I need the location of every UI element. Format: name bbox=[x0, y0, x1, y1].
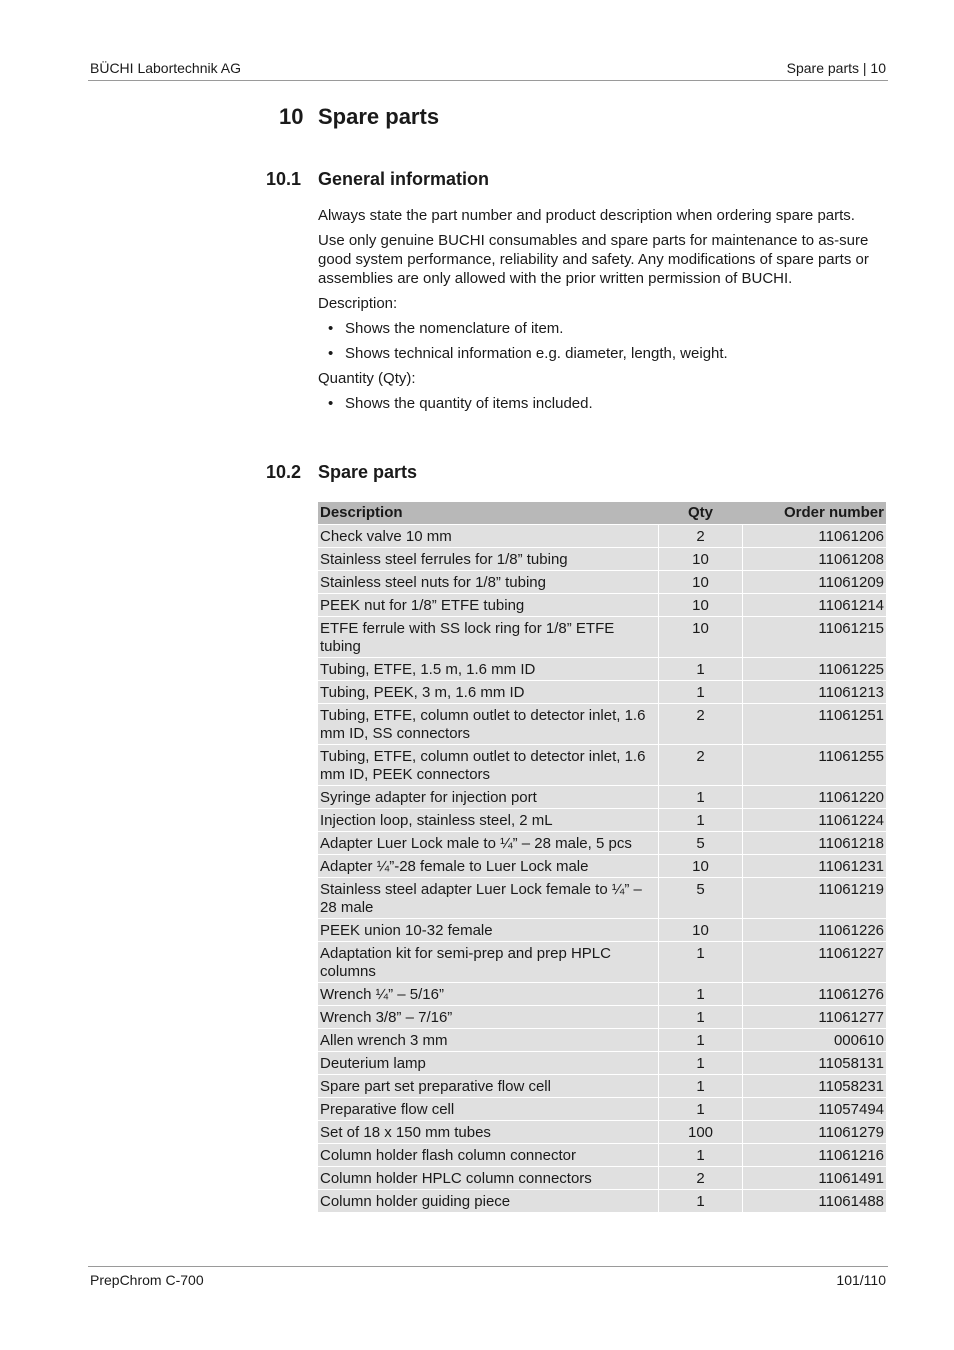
paragraph-ordering: Always state the part number and product description when ordering spare parts. bbox=[318, 207, 855, 224]
table-row bbox=[318, 1006, 886, 1029]
cell-order-number: 11061226 bbox=[743, 919, 886, 942]
cell-order-number: 11061255 bbox=[743, 745, 886, 786]
cell-qty: 10 bbox=[658, 919, 743, 942]
table-row bbox=[318, 942, 886, 983]
table-row bbox=[318, 855, 886, 878]
table-row bbox=[318, 1052, 886, 1075]
cell-qty: 1 bbox=[658, 809, 743, 832]
table-row bbox=[318, 617, 886, 658]
list-item: • Shows the nomenclature of item. bbox=[318, 319, 888, 338]
table-row bbox=[318, 525, 886, 548]
cell-order-number: 11061231 bbox=[743, 855, 886, 878]
cell-order-number: 11061206 bbox=[743, 525, 886, 548]
table-row bbox=[318, 1167, 886, 1190]
cell-description: Adaptation kit for semi-prep and prep HPLC columns bbox=[318, 942, 658, 983]
footer-page-number: 101/110 bbox=[836, 1272, 886, 1288]
table-row bbox=[318, 1144, 886, 1167]
cell-order-number: 11061277 bbox=[743, 1006, 886, 1029]
table-row bbox=[318, 681, 886, 704]
cell-description: Preparative flow cell bbox=[318, 1098, 658, 1121]
cell-qty: 10 bbox=[658, 855, 743, 878]
quantity-list bbox=[318, 394, 888, 413]
cell-description: Stainless steel ferrules for 1/8” tubing bbox=[318, 548, 658, 571]
cell-qty: 2 bbox=[658, 525, 743, 548]
cell-description: PEEK union 10-32 female bbox=[318, 919, 658, 942]
column-header-order-number: Order number bbox=[743, 502, 886, 525]
cell-qty: 1 bbox=[658, 681, 743, 704]
description-list bbox=[318, 319, 888, 363]
cell-qty: 2 bbox=[658, 704, 743, 745]
cell-order-number: 11061488 bbox=[743, 1190, 886, 1213]
cell-qty: 1 bbox=[658, 1029, 743, 1052]
cell-order-number: 11061491 bbox=[743, 1167, 886, 1190]
cell-order-number: 11058231 bbox=[743, 1075, 886, 1098]
cell-order-number: 11061225 bbox=[743, 658, 886, 681]
table-row bbox=[318, 1121, 886, 1144]
cell-description: Allen wrench 3 mm bbox=[318, 1029, 658, 1052]
spare-parts-table bbox=[318, 502, 886, 1213]
column-header-qty: Qty bbox=[658, 502, 743, 525]
cell-order-number: 11061219 bbox=[743, 878, 886, 919]
cell-description: Set of 18 x 150 mm tubes bbox=[318, 1121, 658, 1144]
cell-qty: 10 bbox=[658, 617, 743, 658]
cell-description: PEEK nut for 1/8” ETFE tubing bbox=[318, 594, 658, 617]
cell-order-number: 11061218 bbox=[743, 832, 886, 855]
cell-description: Tubing, ETFE, 1.5 m, 1.6 mm ID bbox=[318, 658, 658, 681]
page-header bbox=[88, 58, 888, 81]
footer-product: PrepChrom C-700 bbox=[90, 1272, 204, 1288]
cell-qty: 1 bbox=[658, 1098, 743, 1121]
table-row bbox=[318, 919, 886, 942]
cell-qty: 10 bbox=[658, 571, 743, 594]
table-row bbox=[318, 878, 886, 919]
cell-qty: 1 bbox=[658, 942, 743, 983]
cell-description: Column holder HPLC column connectors bbox=[318, 1167, 658, 1190]
section-title: Spare parts bbox=[318, 462, 418, 482]
cell-qty: 1 bbox=[658, 1190, 743, 1213]
paragraph-genuine-parts: Use only genuine BUCHI consumables and spare parts for maintenance to as-sure good system performance, reliability and safety. Any modifications of spare parts or assemblies are only allowed with the prior written permission of BUCHI. bbox=[318, 232, 869, 287]
cell-description: Tubing, ETFE, column outlet to detector inlet, 1.6 mm ID, SS connectors bbox=[318, 704, 658, 745]
section-title: General information bbox=[318, 169, 490, 189]
table-row bbox=[318, 658, 886, 681]
cell-qty: 5 bbox=[658, 878, 743, 919]
cell-order-number: 11057494 bbox=[743, 1098, 886, 1121]
cell-qty: 10 bbox=[658, 594, 743, 617]
cell-description: Adapter Luer Lock male to ¼” – 28 male, 5 pcs bbox=[318, 832, 658, 855]
cell-qty: 100 bbox=[658, 1121, 743, 1144]
cell-description: Syringe adapter for injection port bbox=[318, 786, 658, 809]
cell-description: Injection loop, stainless steel, 2 mL bbox=[318, 809, 658, 832]
cell-description: ETFE ferrule with SS lock ring for 1/8” ETFE tubing bbox=[318, 617, 658, 658]
table-row bbox=[318, 1098, 886, 1121]
cell-description: Check valve 10 mm bbox=[318, 525, 658, 548]
cell-qty: 5 bbox=[658, 832, 743, 855]
cell-description: Adapter ¼”-28 female to Luer Lock male bbox=[318, 855, 658, 878]
quantity-label: Quantity (Qty): bbox=[318, 370, 416, 387]
table-header-row bbox=[318, 502, 886, 525]
table-row bbox=[318, 594, 886, 617]
cell-description: Spare part set preparative flow cell bbox=[318, 1075, 658, 1098]
cell-description: Column holder guiding piece bbox=[318, 1190, 658, 1213]
cell-order-number: 11061209 bbox=[743, 571, 886, 594]
cell-order-number: 11061208 bbox=[743, 548, 886, 571]
cell-order-number: 11058131 bbox=[743, 1052, 886, 1075]
cell-description: Column holder flash column connector bbox=[318, 1144, 658, 1167]
description-label: Description: bbox=[318, 295, 398, 312]
cell-description: Tubing, ETFE, column outlet to detector inlet, 1.6 mm ID, PEEK connectors bbox=[318, 745, 658, 786]
header-section: Spare parts | 10 bbox=[786, 60, 886, 76]
cell-description: Wrench ¼” – 5/16” bbox=[318, 983, 658, 1006]
table-row bbox=[318, 704, 886, 745]
cell-order-number: 11061220 bbox=[743, 786, 886, 809]
cell-qty: 1 bbox=[658, 786, 743, 809]
table-row bbox=[318, 1029, 886, 1052]
column-header-description: Description bbox=[318, 502, 658, 525]
cell-qty: 1 bbox=[658, 1006, 743, 1029]
table-row bbox=[318, 786, 886, 809]
cell-order-number: 11061216 bbox=[743, 1144, 886, 1167]
list-item: • Shows technical information e.g. diameter, length, weight. bbox=[318, 344, 888, 363]
cell-order-number: 11061276 bbox=[743, 983, 886, 1006]
cell-qty: 1 bbox=[658, 1075, 743, 1098]
cell-description: Deuterium lamp bbox=[318, 1052, 658, 1075]
cell-description: Wrench 3/8” – 7/16” bbox=[318, 1006, 658, 1029]
table-row bbox=[318, 832, 886, 855]
table-row bbox=[318, 571, 886, 594]
general-information-body bbox=[318, 206, 888, 419]
table-row bbox=[318, 1075, 886, 1098]
cell-description: Stainless steel nuts for 1/8” tubing bbox=[318, 571, 658, 594]
section-number: 10.1 bbox=[266, 169, 302, 189]
cell-qty: 1 bbox=[658, 658, 743, 681]
cell-qty: 10 bbox=[658, 548, 743, 571]
cell-qty: 1 bbox=[658, 1052, 743, 1075]
header-company: BÜCHI Labortechnik AG bbox=[90, 60, 241, 76]
chapter-number: 10 bbox=[279, 104, 304, 129]
table-row bbox=[318, 809, 886, 832]
cell-qty: 1 bbox=[658, 983, 743, 1006]
cell-order-number: 11061213 bbox=[743, 681, 886, 704]
page-footer bbox=[88, 1266, 888, 1288]
cell-order-number: 000610 bbox=[743, 1029, 886, 1052]
cell-order-number: 11061227 bbox=[743, 942, 886, 983]
table-row bbox=[318, 1190, 886, 1213]
cell-order-number: 11061224 bbox=[743, 809, 886, 832]
table-row bbox=[318, 548, 886, 571]
table-row bbox=[318, 983, 886, 1006]
cell-qty: 2 bbox=[658, 745, 743, 786]
cell-order-number: 11061251 bbox=[743, 704, 886, 745]
cell-qty: 1 bbox=[658, 1144, 743, 1167]
cell-order-number: 11061279 bbox=[743, 1121, 886, 1144]
table-body bbox=[318, 525, 886, 1213]
list-item: • Shows the quantity of items included. bbox=[318, 394, 888, 413]
cell-qty: 2 bbox=[658, 1167, 743, 1190]
chapter-title: Spare parts bbox=[318, 104, 440, 129]
cell-description: Stainless steel adapter Luer Lock female to ¼” – 28 male bbox=[318, 878, 658, 919]
cell-order-number: 11061214 bbox=[743, 594, 886, 617]
cell-description: Tubing, PEEK, 3 m, 1.6 mm ID bbox=[318, 681, 658, 704]
cell-order-number: 11061215 bbox=[743, 617, 886, 658]
table-row bbox=[318, 745, 886, 786]
section-number: 10.2 bbox=[266, 462, 302, 482]
